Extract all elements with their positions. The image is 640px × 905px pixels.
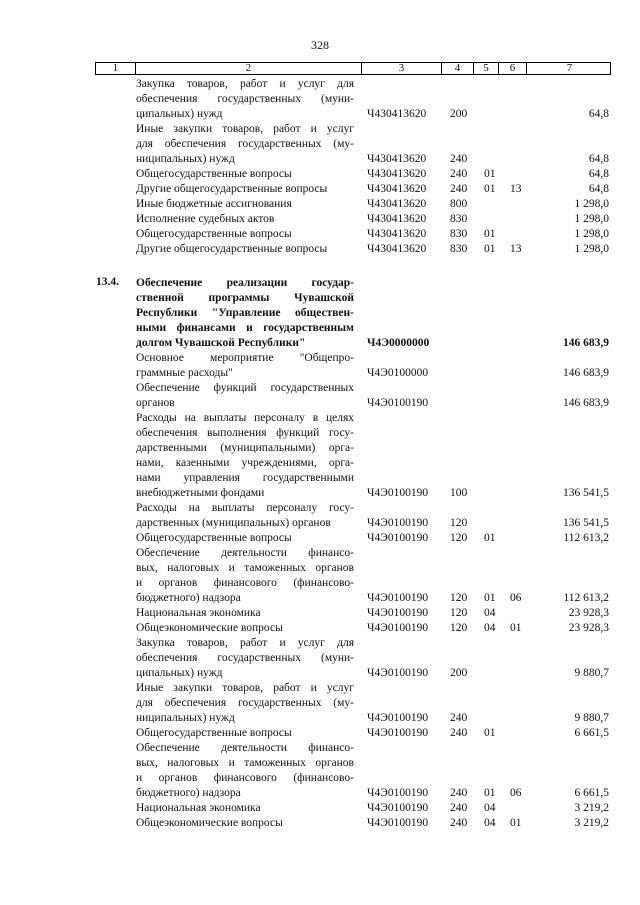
- row-name-line: граммные расходы": [136, 367, 233, 379]
- row-code: Ч430413620: [367, 168, 427, 180]
- row-name-line: для обеспечения государственных (му-: [136, 697, 354, 709]
- row-vr: 240: [450, 183, 468, 195]
- section-title-line: ственной программы Чувашской: [136, 292, 354, 304]
- row-name-line: Иные закупки товаров, работ и услуг: [136, 123, 354, 135]
- section-number: 13.4.: [96, 276, 119, 288]
- row-name-line: дарственными (муниципальными) орга-: [136, 442, 354, 454]
- row-name: [136, 122, 354, 167]
- row-sum: 6 661,5: [574, 787, 609, 799]
- row-rz: 04: [484, 607, 496, 619]
- row-name: [136, 227, 354, 242]
- row-vr: 120: [450, 607, 468, 619]
- row-name-line: нами, казенными учреждениями, орга-: [136, 457, 354, 469]
- row-vr: 120: [450, 517, 468, 529]
- section-sum: 146 683,9: [563, 337, 609, 349]
- row-pr: 01: [510, 622, 522, 634]
- row-vr: 240: [450, 712, 468, 724]
- header-col-6: 6: [499, 63, 527, 74]
- row-name: [136, 801, 354, 816]
- row-rz: 01: [484, 228, 496, 240]
- row-code: Ч4Э0100190: [367, 802, 429, 814]
- row-name-line: Иные бюджетные ассигнования: [136, 198, 292, 210]
- page-number: 328: [311, 38, 329, 52]
- row-code: Ч430413620: [367, 108, 427, 120]
- row-rz: 01: [484, 183, 496, 195]
- row-code: Ч4Э0100190: [367, 397, 429, 409]
- row-name-line: и органов финансового (финансово-: [136, 577, 354, 589]
- table-header: [95, 62, 611, 75]
- row-sum: 64,8: [588, 183, 609, 195]
- row-code: Ч4Э0100190: [367, 607, 429, 619]
- row-code: Ч4Э0100190: [367, 817, 429, 829]
- row-name-line: Основное мероприятие "Общепро-: [136, 352, 354, 364]
- row-vr: 240: [450, 817, 468, 829]
- row-name: [136, 606, 354, 621]
- row-name-line: органов: [136, 397, 175, 409]
- row-name-line: Другие общегосударственные вопросы: [136, 183, 328, 195]
- row-sum: 64,8: [588, 168, 609, 180]
- row-rz: 01: [484, 243, 496, 255]
- row-code: Ч4Э0100190: [367, 667, 429, 679]
- row-code: Ч4Э0100190: [367, 727, 429, 739]
- row-name-line: Общегосударственные вопросы: [136, 532, 292, 544]
- row-name-line: Обеспечение деятельности финансо-: [136, 742, 354, 754]
- row-code: Ч4Э0100190: [367, 787, 429, 799]
- row-vr: 120: [450, 532, 468, 544]
- row-sum: 136 541,5: [563, 487, 609, 499]
- row-name-line: Общегосударственные вопросы: [136, 727, 292, 739]
- row-vr: 240: [450, 153, 468, 165]
- row-name-line: Общегосударственные вопросы: [136, 228, 292, 240]
- row-name-line: дарственных (муниципальных) органов: [136, 517, 331, 529]
- header-col-4: 4: [442, 63, 474, 74]
- row-name-line: ципальных) нужд: [136, 108, 223, 120]
- row-name: [136, 381, 354, 411]
- row-vr: 100: [450, 487, 468, 499]
- row-rz: 04: [484, 802, 496, 814]
- row-name: [136, 741, 354, 801]
- row-name-line: ниципальных) нужд: [136, 153, 235, 165]
- row-sum: 1 298,0: [574, 213, 609, 225]
- row-name: [136, 351, 354, 381]
- row-pr: 06: [510, 787, 522, 799]
- row-code: Ч430413620: [367, 243, 427, 255]
- row-vr: 240: [450, 727, 468, 739]
- row-pr: 06: [510, 592, 522, 604]
- row-name: [136, 501, 354, 531]
- row-code: Ч4Э0100190: [367, 592, 429, 604]
- row-sum: 146 683,9: [563, 367, 609, 379]
- row-name-line: обеспечения государственных (муни-: [136, 93, 354, 105]
- row-vr: 240: [450, 787, 468, 799]
- row-name-line: Общегосударственные вопросы: [136, 168, 292, 180]
- section-code: Ч4Э0000000: [367, 337, 430, 349]
- section-title-line: ными финансами и государственным: [136, 322, 354, 334]
- row-name-line: вых, налоговых и таможенных органов: [136, 562, 354, 574]
- row-sum: 3 219,2: [574, 817, 609, 829]
- row-name-line: Национальная экономика: [136, 607, 261, 619]
- row-name: [136, 77, 354, 122]
- row-code: Ч430413620: [367, 213, 427, 225]
- header-col-5: 5: [474, 63, 499, 74]
- row-rz: 01: [484, 787, 496, 799]
- row-code: Ч4Э0100190: [367, 517, 429, 529]
- row-sum: 112 613,2: [563, 592, 609, 604]
- row-vr: 800: [450, 198, 468, 210]
- row-name-line: Обеспечение деятельности финансо-: [136, 547, 354, 559]
- row-code: Ч4Э0100190: [367, 712, 429, 724]
- row-vr: 240: [450, 802, 468, 814]
- row-name-line: Общеэкономические вопросы: [136, 622, 283, 634]
- row-vr: 120: [450, 592, 468, 604]
- row-sum: 1 298,0: [574, 243, 609, 255]
- header-col-3: 3: [362, 63, 442, 74]
- row-name-line: Исполнение судебных актов: [136, 213, 275, 225]
- row-name-line: и органов финансового (финансово-: [136, 772, 354, 784]
- row-name: [136, 636, 354, 681]
- row-vr: 830: [450, 243, 468, 255]
- row-code: Ч430413620: [367, 228, 427, 240]
- section-title: [136, 276, 354, 351]
- row-name-line: Закупка товаров, работ и услуг для: [136, 637, 354, 649]
- row-name: [136, 167, 354, 182]
- row-code: Ч430413620: [367, 183, 427, 195]
- row-name-line: нами управления государственными: [136, 472, 354, 484]
- row-name-line: Общеэкономические вопросы: [136, 817, 283, 829]
- row-rz: 01: [484, 168, 496, 180]
- row-name-line: Расходы на выплаты персоналу госу-: [136, 502, 354, 514]
- row-rz: 04: [484, 622, 496, 634]
- row-name: [136, 212, 354, 227]
- row-name: [136, 816, 354, 831]
- row-name-line: ципальных) нужд: [136, 667, 223, 679]
- row-rz: 01: [484, 592, 496, 604]
- row-name-line: обеспечения выполнения функций госу-: [136, 427, 354, 439]
- row-sum: 23 928,3: [568, 622, 609, 634]
- row-sum: 3 219,2: [574, 802, 609, 814]
- row-code: Ч430413620: [367, 198, 427, 210]
- row-sum: 1 298,0: [574, 228, 609, 240]
- header-col-1: 1: [96, 63, 136, 74]
- row-name-line: Закупка товаров, работ и услуг для: [136, 78, 354, 90]
- row-sum: 6 661,5: [574, 727, 609, 739]
- row-name-line: внебюджетными фондами: [136, 487, 265, 499]
- row-sum: 1 298,0: [574, 198, 609, 210]
- row-rz: 01: [484, 727, 496, 739]
- row-vr: 120: [450, 622, 468, 634]
- row-name: [136, 546, 354, 606]
- header-col-7: 7: [566, 62, 573, 74]
- row-sum: 9 880,7: [574, 667, 609, 679]
- row-sum: 136 541,5: [563, 517, 609, 529]
- row-code: Ч4Э0100190: [367, 622, 429, 634]
- section-title-line: Республики "Управление обществен-: [136, 307, 354, 319]
- row-pr: 13: [510, 183, 522, 195]
- section-title-line: долгом Чувашской Республики": [136, 337, 306, 349]
- row-name-line: бюджетного) надзора: [136, 592, 241, 604]
- header-col-2: 2: [136, 63, 362, 74]
- row-sum: 112 613,2: [563, 532, 609, 544]
- row-vr: 200: [450, 108, 468, 120]
- row-name-line: бюджетного) надзора: [136, 787, 241, 799]
- section-title-line: Обеспечение реализации государ-: [136, 277, 354, 289]
- row-rz: 01: [484, 532, 496, 544]
- row-vr: 240: [450, 168, 468, 180]
- row-code: Ч4Э0100190: [367, 532, 429, 544]
- row-sum: 9 880,7: [574, 712, 609, 724]
- row-name-line: обеспечения государственных (муни-: [136, 652, 354, 664]
- row-sum: 23 928,3: [568, 607, 609, 619]
- row-name: [136, 726, 354, 741]
- row-code: Ч430413620: [367, 153, 427, 165]
- row-vr: 830: [450, 213, 468, 225]
- row-pr: 01: [510, 817, 522, 829]
- row-name: [136, 182, 354, 197]
- row-name-line: для обеспечения государственных (му-: [136, 138, 354, 150]
- row-code: Ч4Э0100190: [367, 487, 429, 499]
- row-name: [136, 681, 354, 726]
- row-name: [136, 621, 354, 636]
- row-code: Ч4Э0100000: [367, 367, 429, 379]
- row-name-line: вых, налоговых и таможенных органов: [136, 757, 354, 769]
- row-name-line: Национальная экономика: [136, 802, 261, 814]
- row-name-line: Другие общегосударственные вопросы: [136, 243, 328, 255]
- row-name: [136, 531, 354, 546]
- row-name-line: Расходы на выплаты персоналу в целях: [136, 412, 354, 424]
- row-pr: 13: [510, 243, 522, 255]
- row-sum: 64,8: [588, 108, 609, 120]
- row-rz: 04: [484, 817, 496, 829]
- row-name-line: ниципальных) нужд: [136, 712, 235, 724]
- row-name: [136, 197, 354, 212]
- row-vr: 830: [450, 228, 468, 240]
- row-name: [136, 242, 354, 257]
- row-name-line: Обеспечение функций государственных: [136, 382, 354, 394]
- row-vr: 200: [450, 667, 468, 679]
- row-sum: 64,8: [588, 153, 609, 165]
- row-name-line: Иные закупки товаров, работ и услуг: [136, 682, 354, 694]
- row-sum: 146 683,9: [563, 397, 609, 409]
- row-name: [136, 411, 354, 501]
